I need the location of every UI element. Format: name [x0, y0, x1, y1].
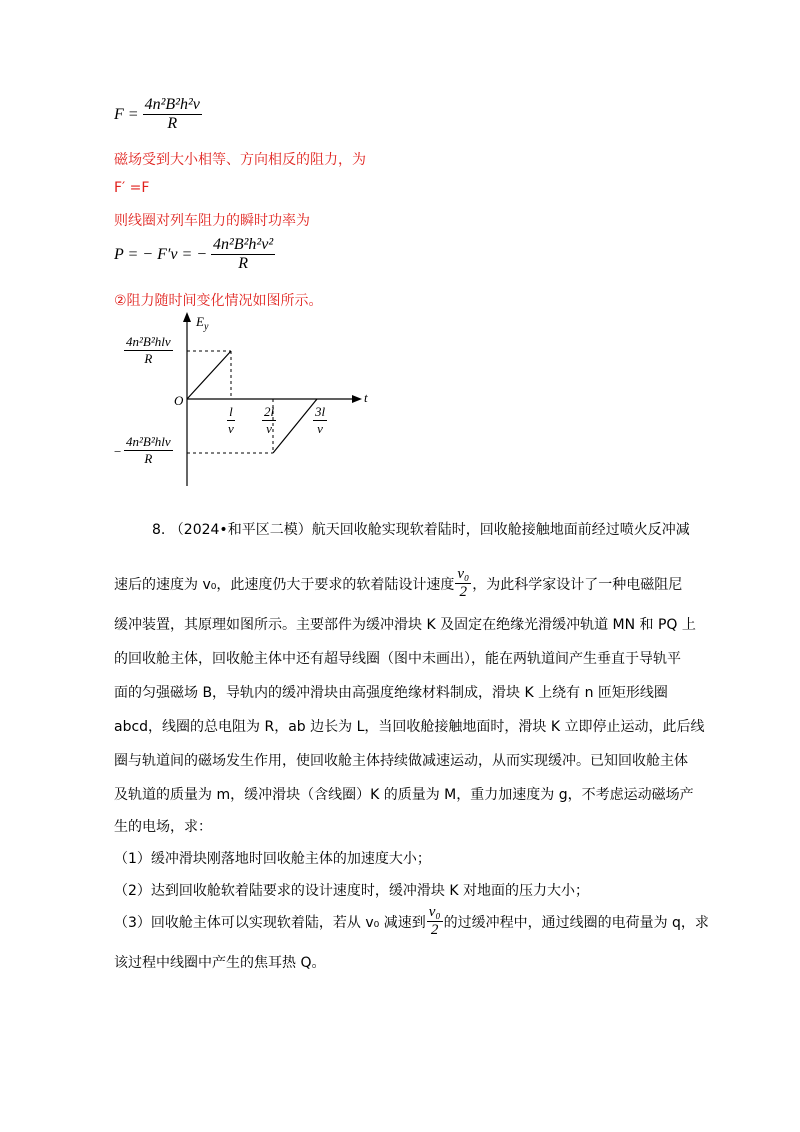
formula-power: [114, 236, 275, 273]
bottom-value-label: 4n²B²hlv R: [126, 434, 171, 466]
question-1: （1）缓冲滑块刚落地时回收舱主体的加速度大小；: [114, 851, 431, 867]
question-2: （2）达到回收舱软着陆要求的设计速度时，缓冲滑块 K 对地面的压力大小；: [114, 883, 589, 899]
design-speed-fraction: $\frac{\text{v₀}}{2}$: [457, 566, 470, 600]
tick3-label: $\frac{3l}{v}$: [315, 404, 326, 436]
tick1-label: $\frac{l}{v}$: [228, 404, 234, 436]
problem-line-7: 圈与轨道间的磁场发生作用，使回收舱主体持续做减速运动，从而实现缓冲。已知回收舱主体: [114, 753, 688, 769]
formula-power-denominator: R: [238, 255, 248, 272]
bottom-value-sign: −: [114, 444, 122, 459]
target-speed-fraction: $\frac{\text{v₀}}{2}$: [428, 904, 441, 938]
origin-label: O: [174, 393, 184, 408]
tick2-label: $\frac{2l}{v}$: [264, 404, 275, 436]
x-axis-label: t: [364, 390, 368, 405]
formula-force-lhs: F =: [114, 105, 139, 123]
problem-line-2: 速后的速度为 v₀，此速度仍大于要求的软着陆设计速度 $\frac{\text{v₀}}{2}$ ，为此科学家设计了一种电磁阻尼: [114, 566, 683, 600]
red-text-line-1: 磁场受到大小相等、方向相反的阻力，为: [114, 152, 366, 168]
problem-line-6: abcd，线圈的总电阻为 R，ab 边长为 L，当回收舱接触地面时，滑块 K 立即停止运动，此后线: [114, 719, 705, 735]
rising-segment: [187, 351, 231, 399]
rising-segment-2: [273, 399, 317, 453]
red-text-line-3: 则线圈对列车阻力的瞬时功率为: [114, 213, 310, 229]
formula-power-lhs: P = − F′v = −: [114, 245, 208, 263]
y-axis-arrow: [183, 312, 191, 322]
problem-line-9: 生的电场，求：: [114, 819, 212, 835]
question-3: （3）回收舱主体可以实现软着陆，若从 v₀ 减速到 $\frac{\text{v₀}}{2}$ 的过缓冲程中，通过线圈的电荷量为 q，求: [114, 904, 709, 938]
problem-line-3: 缓冲装置，其原理如图所示。主要部件为缓冲滑块 K 及固定在绝缘光滑缓冲轨道 MN 和 PQ 上: [114, 617, 696, 633]
problem-line-5: 面的匀强磁场 B，导轨内的缓冲滑块由高强度绝缘材料制成，滑块 K 上绕有 n 匝矩形线圈: [114, 685, 668, 701]
problem-line-4: 的回收舱主体，回收舱主体中还有超导线圈（图中未画出），能在两轨道间产生垂直于导轨平: [114, 651, 681, 667]
question-3-continued: 该过程中线圈中产生的焦耳热 Q。: [114, 955, 326, 971]
formula-force-denominator: R: [167, 115, 178, 132]
y-axis-label: $E_y$: [196, 314, 209, 333]
formula-force: [114, 96, 202, 133]
top-value-label: 4n²B²hlv R: [126, 334, 171, 366]
formula-force-numerator: 4n²B²h²v: [144, 96, 200, 113]
red-text-line-2: F′ =F: [114, 180, 150, 196]
red-text-line-4: ②阻力随时间变化情况如图所示。: [114, 293, 323, 309]
x-axis-arrow: [352, 395, 362, 403]
formula-power-numerator: 4n²B²h²v²: [213, 236, 274, 253]
problem-line-1: 8. （2024•和平区二模）航天回收舱实现软着陆时，回收舱接触地面前经过喷火反冲减: [152, 522, 690, 538]
problem-line-8: 及轨道的质量为 m，缓冲滑块（含线圈）K 的质量为 M，重力加速度为 g，不考虑运动磁场产: [114, 787, 694, 803]
